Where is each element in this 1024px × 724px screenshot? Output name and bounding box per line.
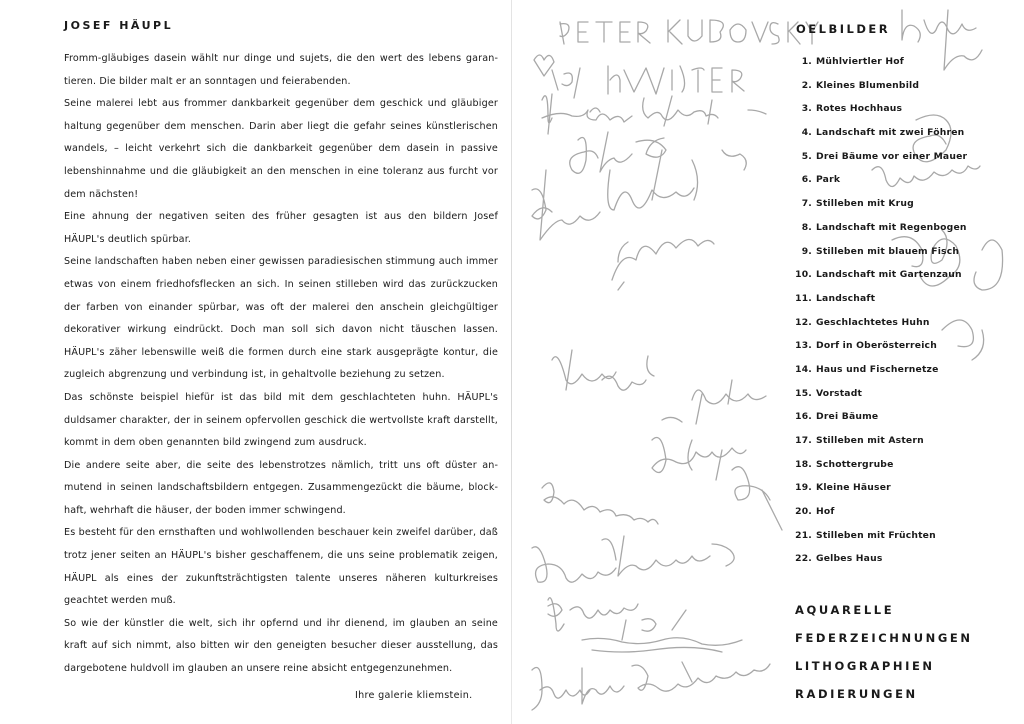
work-title: Landschaft mit Gartenzaun [816, 269, 962, 281]
work-title: Kleine Häuser [816, 482, 891, 494]
work-number: 18. [795, 458, 812, 470]
works-list-item [792, 434, 967, 458]
work-title: Haus und Fischernetze [816, 363, 939, 375]
work-title: Rotes Hochhaus [816, 103, 903, 115]
work-title: Gelbes Haus [816, 553, 883, 565]
work-number: 16. [795, 411, 812, 423]
work-number: 4. [801, 127, 812, 139]
works-list-item [792, 458, 967, 482]
essay-paragraph-2: Seine malerei lebt aus frommer dankbarkeit gegenüber dem geschick und gläubiger haltung gegenüber dem menschen. Darin aber liegt die gefahr seines künstlerischen wandels, – leicht verkehrt sich die dankbarkeit gegenüber dem dasein in passive lebenshinnahme und die gläubigkeit an den menschen in eine toleranz aus furcht vor dem nächsten! [64, 98, 498, 200]
works-list-item [792, 79, 967, 103]
essay-paragraph-1: Fromm-gläubiges dasein wählt nur dinge und sujets, die den wert des lebens garantieren. Die bilder malt er an sonntagen und feierabenden. [64, 53, 498, 87]
essay-paragraph-3: Eine ahnung der negativen seiten des früher gesagten ist aus den bildern Josef HÄUPL's deutlich spürbar. [64, 211, 498, 245]
works-list-item [792, 102, 967, 126]
works-list-item [792, 268, 967, 292]
work-number: 19. [795, 482, 812, 494]
media-lithographs: LITHOGRAPHIEN [795, 659, 935, 673]
work-number: 2. [801, 79, 812, 91]
works-list-item [792, 221, 967, 245]
work-number: 6. [801, 174, 812, 186]
works-list-item [792, 505, 967, 529]
work-number: 14. [795, 363, 812, 375]
works-list-item [792, 126, 967, 150]
work-title: Mühlviertler Hof [816, 56, 904, 67]
work-title: Dorf in Oberösterreich [816, 340, 937, 352]
work-number: 11. [795, 292, 812, 304]
work-title: Drei Bäume vor einer Mauer [816, 150, 968, 162]
work-number: 20. [795, 506, 812, 518]
essay-paragraph-4: Seine landschaften haben neben einer gewissen paradiesischen stimmung auch immer etwas von einem friedhofsflecken an sich. In seinen stilleben wird das zurückzucken der farben von einander spürbar, was oft der malerei den anschein gleichgültiger dekorativer wirkung eindrückt. Doch man soll sich davon nicht täuschen lassen. HÄUPL's zäher lebenswille weiß die formen durch eine stark ausgeprägte kontur, die zugleich abgrenzung und verbindung ist, in gehaltvolle beziehung zu setzen. [64, 256, 498, 381]
media-etchings: RADIERUNGEN [795, 687, 918, 701]
work-title: Stilleben mit blauem Fisch [816, 245, 960, 257]
work-number: 7. [801, 198, 812, 210]
page-fold [511, 0, 512, 724]
essay-paragraph-6: Die andere seite aber, die seite des lebenstrotzes nämlich, tritt uns oft düster anmutend in seinen landschaftsbildern entgegen. Zusammengezückt die bäume, blockhaft, wehrhaft die häuser, der boden immer schwingend. [64, 459, 498, 516]
work-title: Landschaft mit zwei Föhren [816, 127, 965, 139]
oil-paintings-heading: OELBILDER [796, 22, 891, 36]
other-media-list [795, 602, 973, 714]
work-number: 9. [801, 245, 812, 257]
work-title: Kleines Blumenbild [816, 79, 920, 91]
works-list-item [792, 363, 967, 387]
media-watercolours: AQUARELLE [795, 603, 895, 617]
work-number: 15. [795, 387, 812, 399]
media-pen-drawings: FEDERZEICHNUNGEN [795, 631, 973, 645]
work-title: Hof [816, 506, 835, 518]
work-title: Geschlachtetes Huhn [816, 316, 930, 328]
works-list-item [792, 245, 967, 269]
works-list-item [792, 292, 967, 316]
works-list [792, 55, 967, 576]
works-list-item [792, 410, 967, 434]
essay-paragraph-8: So wie der künstler die welt, sich ihr opfernd und ihr dienend, im glauben an seine kraft auf sich nimmt, also bitten wir den geneigten besucher dieser ausstellung, das dargebotene huldvoll im glauben an unsere reine absicht entgegenzunehmen. [64, 617, 498, 675]
work-number: 5. [801, 150, 812, 162]
works-list-item [792, 316, 967, 340]
work-title: Vorstadt [816, 387, 863, 399]
works-list-item [792, 55, 967, 79]
works-list-item [792, 197, 967, 221]
work-title: Stilleben mit Krug [816, 198, 914, 210]
gallery-signoff: Ihre galerie kliemstein. [355, 690, 473, 701]
work-number: 10. [795, 269, 812, 281]
work-title: Drei Bäume [816, 411, 879, 423]
essay-paragraph-5: Das schönste beispiel hiefür ist das bild mit dem geschlachteten huhn. HÄUPL's duldsamer charakter, der in seinem opfervollen geschick die wertvollste kraft darstellt, kommt in dem oben genannten bild zwingend zum ausdruck. [64, 391, 498, 449]
work-number: 17. [795, 435, 812, 446]
works-list-item [792, 529, 967, 553]
works-list-item [792, 150, 967, 174]
works-list-item [792, 481, 967, 505]
works-list-item [792, 387, 967, 411]
work-title: Schottergrube [816, 458, 894, 470]
works-list-item [792, 552, 967, 576]
works-list-item [792, 339, 967, 363]
work-title: Landschaft [816, 292, 876, 304]
work-number: 22. [795, 553, 812, 565]
work-number: 13. [795, 340, 812, 352]
work-number: 1. [801, 56, 812, 67]
essay-paragraph-7: Es besteht für den ernsthaften und wohlwollenden beschauer kein zweifel darüber, daß trotz jener seiten an HÄUPL's bisher geschaffenem, die uns seine problematik zeigen, HÄUPL als eines der zukunftsträchtigsten talente unseres näheren kulturkreises geachtet werden muß. [64, 527, 498, 607]
work-title: Park [816, 174, 841, 186]
work-number: 8. [801, 221, 812, 233]
work-title: Stilleben mit Früchten [816, 529, 936, 541]
artist-name-heading: JOSEF HÄUPL [64, 19, 174, 32]
work-number: 12. [795, 316, 812, 328]
work-number: 21. [795, 529, 812, 541]
work-number: 3. [801, 103, 812, 115]
work-title: Stilleben mit Astern [816, 435, 924, 446]
works-list-item [792, 173, 967, 197]
essay-column [64, 18, 498, 681]
work-title: Landschaft mit Regenbogen [816, 221, 967, 233]
